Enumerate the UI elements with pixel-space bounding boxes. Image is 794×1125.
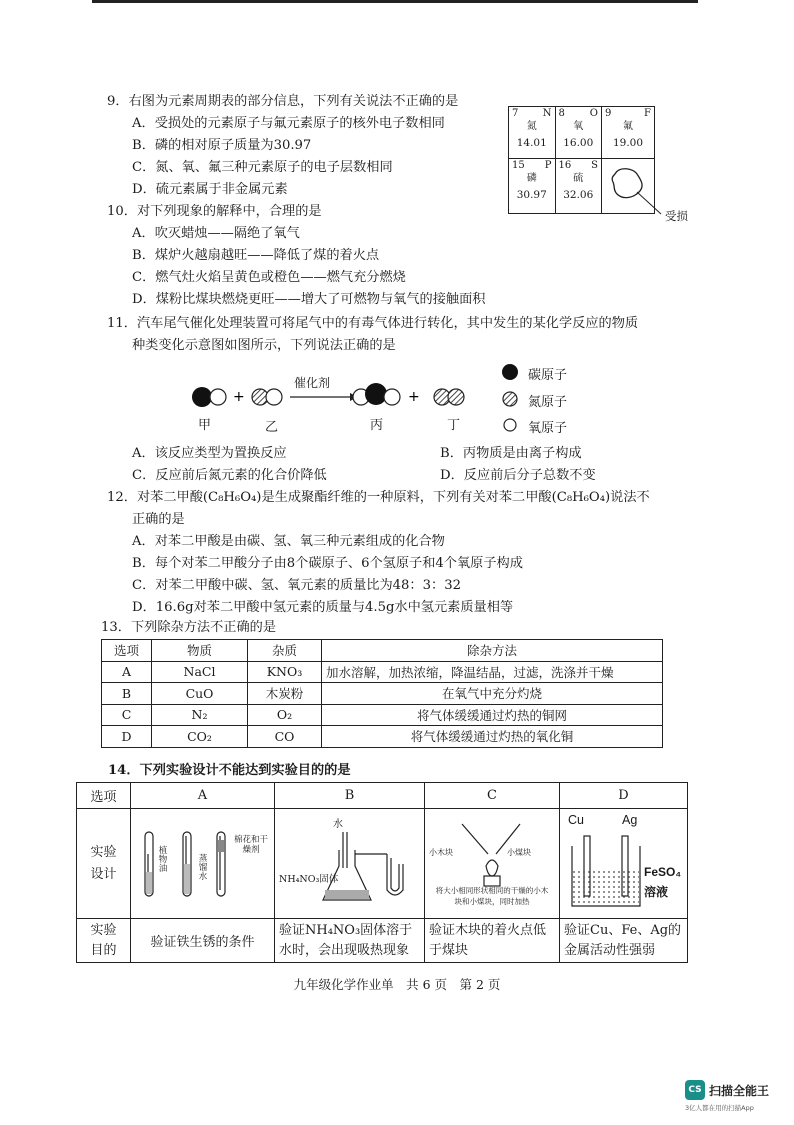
scanner-watermark bbox=[685, 1080, 769, 1100]
header-cell: 除杂方法 bbox=[322, 640, 663, 662]
table-header-row bbox=[102, 640, 663, 662]
table-cell: 加水溶解，加热浓缩，降温结晶，过滤，洗涤并干燥 bbox=[322, 661, 663, 683]
purpose-b: 验证NH₄NO₃固体溶于水时，会出现吸热现象 bbox=[275, 919, 425, 963]
q11-stem-line1: 11．汽车尾气催化处理装置可将尾气中的有毒气体进行转化，其中发生的某化学反应的物质 bbox=[107, 316, 639, 331]
q12-option-c: C．对苯二甲酸中碳、氢、氧元素的质量比为48：3：32 bbox=[132, 578, 461, 593]
element-cell-n: 7 N 氮 14.01 bbox=[509, 107, 556, 159]
scanner-tagline: 3亿人都在用的扫描App bbox=[685, 1104, 754, 1112]
q11-option-d: D．反应前后分子总数不变 bbox=[440, 468, 596, 483]
purpose-a: 验证铁生锈的条件 bbox=[131, 919, 275, 963]
experiment-b-cell bbox=[275, 809, 425, 919]
row-label-purpose: 实验目的 bbox=[77, 919, 131, 963]
molecule-jia bbox=[192, 387, 226, 407]
legend-nitrogen-symbol bbox=[503, 392, 517, 406]
element-cell-s: 16 S 硫 32.06 bbox=[555, 159, 602, 214]
table-cell: NaCl bbox=[152, 661, 248, 683]
element-cell-f: 9 F 氟 19.00 bbox=[602, 107, 655, 159]
header-cell: A bbox=[131, 783, 275, 809]
q10-option-b: B．煤炉火越扇越旺——降低了煤的着火点 bbox=[132, 248, 380, 263]
table-cell: 在氧气中充分灼烧 bbox=[322, 683, 663, 705]
table-cell: 木炭粉 bbox=[248, 683, 322, 705]
table-cell: CO₂ bbox=[152, 726, 248, 748]
a-label-oil: 植物油 bbox=[158, 846, 168, 874]
purpose-d: 验证Cu、Fe、Ag的金属活动性强弱 bbox=[560, 919, 688, 963]
table-cell: B bbox=[102, 683, 152, 705]
header-cell: B bbox=[275, 783, 425, 809]
q13-stem: 13．下列除杂方法不正确的是 bbox=[101, 620, 277, 635]
experiment-a-cell bbox=[131, 809, 275, 919]
q9-option-a: A．受损处的元素原子与氟元素原子的核外电子数相同 bbox=[132, 116, 445, 131]
q10-option-c: C．燃气灶火焰呈黄色或橙色——燃气充分燃烧 bbox=[132, 270, 406, 285]
legend-nitrogen-label: 氮原子 bbox=[528, 395, 568, 410]
table-cell: KNO₃ bbox=[248, 661, 322, 683]
b-label-water: 水 bbox=[333, 819, 343, 830]
q11-option-c: C．反应前后氮元素的化合价降低 bbox=[132, 468, 327, 483]
row-label-design: 实验设计 bbox=[77, 809, 131, 919]
molecule-bing bbox=[353, 383, 400, 405]
catalyst-label: 催化剂 bbox=[294, 376, 331, 390]
q11-option-a: A．该反应类型为置换反应 bbox=[132, 446, 287, 461]
table-cell: D bbox=[102, 726, 152, 748]
q11-stem-line2: 种类变化示意图如图所示，下列说法正确的是 bbox=[132, 338, 396, 353]
b-label-solid: NH₄NO₃固体 bbox=[279, 874, 339, 885]
label-jia: 甲 bbox=[198, 418, 212, 433]
scanner-name: 扫描全能王 bbox=[709, 1083, 770, 1098]
header-cell: 杂质 bbox=[248, 640, 322, 662]
table-cell: 将气体缓缓通过灼热的铜网 bbox=[322, 704, 663, 726]
header-cell: C bbox=[425, 783, 560, 809]
table-row bbox=[102, 726, 663, 748]
table-row bbox=[102, 704, 663, 726]
table-header-row bbox=[77, 783, 688, 809]
experiment-c-cell bbox=[425, 809, 560, 919]
q9-stem: 9．右图为元素周期表的部分信息，下列有关说法不正确的是 bbox=[107, 94, 459, 109]
q10-stem: 10．对下列现象的解释中，合理的是 bbox=[107, 204, 322, 219]
q12-stem-line2: 正确的是 bbox=[132, 512, 185, 527]
legend-carbon-symbol bbox=[502, 364, 518, 380]
experiment-b-flask bbox=[277, 810, 423, 914]
svg-text:+: + bbox=[408, 389, 420, 405]
table-cell: C bbox=[102, 704, 152, 726]
page-footer: 九年级化学作业单 共 6 页 第 2 页 bbox=[293, 977, 501, 992]
q10-option-d: D．煤粉比煤块燃烧更旺——增大了可燃物与氧气的接触面积 bbox=[132, 292, 486, 307]
damaged-label: 受损 bbox=[665, 209, 688, 223]
q12-stem-line1: 12．对苯二甲酸(C₈H₆O₄)是生成聚酯纤维的一种原料，下列有关对苯二甲酸(C₈H₆O₄)说法不 bbox=[107, 490, 650, 505]
q11-option-b: B．丙物质是由离子构成 bbox=[440, 446, 582, 461]
molecule-ding bbox=[434, 389, 464, 405]
table-cell: CuO bbox=[152, 683, 248, 705]
table-cell: CO bbox=[248, 726, 322, 748]
header-cell: D bbox=[560, 783, 688, 809]
periodic-table-excerpt bbox=[508, 106, 655, 214]
a-label-water: 蒸馏水 bbox=[198, 854, 208, 882]
legend-oxygen-label: 氧原子 bbox=[528, 421, 568, 436]
top-border-line bbox=[92, 0, 698, 3]
q12-option-d: D．16.6g对苯二甲酸中氢元素的质量与4.5g水中氢元素质量相等 bbox=[132, 600, 514, 615]
q9-option-b: B．磷的相对原子质量为30.97 bbox=[132, 138, 312, 153]
label-bing: 丙 bbox=[370, 418, 384, 433]
table-row bbox=[102, 661, 663, 683]
q12-option-a: A．对苯二甲酸是由碳、氢、氧三种元素组成的化合物 bbox=[132, 534, 445, 549]
table-cell: O₂ bbox=[248, 704, 322, 726]
purpose-c: 验证木块的着火点低于煤块 bbox=[425, 919, 560, 963]
table-cell: N₂ bbox=[152, 704, 248, 726]
d-label-ag: Ag bbox=[622, 813, 638, 827]
d-label-cu: Cu bbox=[568, 813, 584, 827]
damaged-pointer-line bbox=[635, 190, 665, 218]
q9-option-c: C．氮、氧、氟三种元素原子的电子层数相同 bbox=[132, 160, 393, 175]
c-label-wood: 小木块 bbox=[429, 848, 453, 857]
header-cell: 物质 bbox=[152, 640, 248, 662]
d-label-solution: 溶液 bbox=[644, 885, 669, 899]
q14-stem: 14．下列实验设计不能达到实验目的的是 bbox=[108, 763, 351, 778]
q14-table bbox=[76, 782, 688, 963]
q13-table bbox=[101, 639, 663, 748]
molecule-yi bbox=[252, 389, 282, 405]
q9-option-d: D．硫元素属于非金属元素 bbox=[132, 182, 288, 197]
c-label-coal: 小煤块 bbox=[507, 848, 531, 857]
legend-carbon-label: 碳原子 bbox=[528, 368, 568, 383]
table-cell: A bbox=[102, 661, 152, 683]
table-row bbox=[102, 683, 663, 705]
element-cell-p: 15 P 磷 30.97 bbox=[509, 159, 556, 214]
a-label-cotton: 棉花和干燥剂 bbox=[233, 835, 268, 855]
c-label-note: 将大小相同形状相同的干燥的小木块和小煤块，同时加热 bbox=[435, 886, 549, 906]
legend-oxygen-symbol bbox=[504, 419, 516, 431]
experiment-d-cell bbox=[560, 809, 688, 919]
table-cell: 将气体缓缓通过灼热的氧化铜 bbox=[322, 726, 663, 748]
table-row bbox=[77, 809, 688, 919]
q10-option-a: A．吹灭蜡烛——隔绝了氧气 bbox=[132, 226, 300, 241]
element-cell-o: 8 O 氧 16.00 bbox=[555, 107, 602, 159]
svg-text:+: + bbox=[233, 389, 245, 405]
label-ding: 丁 bbox=[447, 418, 461, 433]
table-row bbox=[77, 919, 688, 963]
label-yi: 乙 bbox=[265, 420, 279, 435]
d-label-feso4: FeSO₄ bbox=[644, 865, 682, 879]
header-cell: 选项 bbox=[77, 783, 131, 809]
camscanner-logo-icon: CS bbox=[685, 1080, 705, 1100]
q12-option-b: B．每个对苯二甲酸分子由8个碳原子、6个氢原子和4个氧原子构成 bbox=[132, 556, 523, 571]
header-cell: 选项 bbox=[102, 640, 152, 662]
